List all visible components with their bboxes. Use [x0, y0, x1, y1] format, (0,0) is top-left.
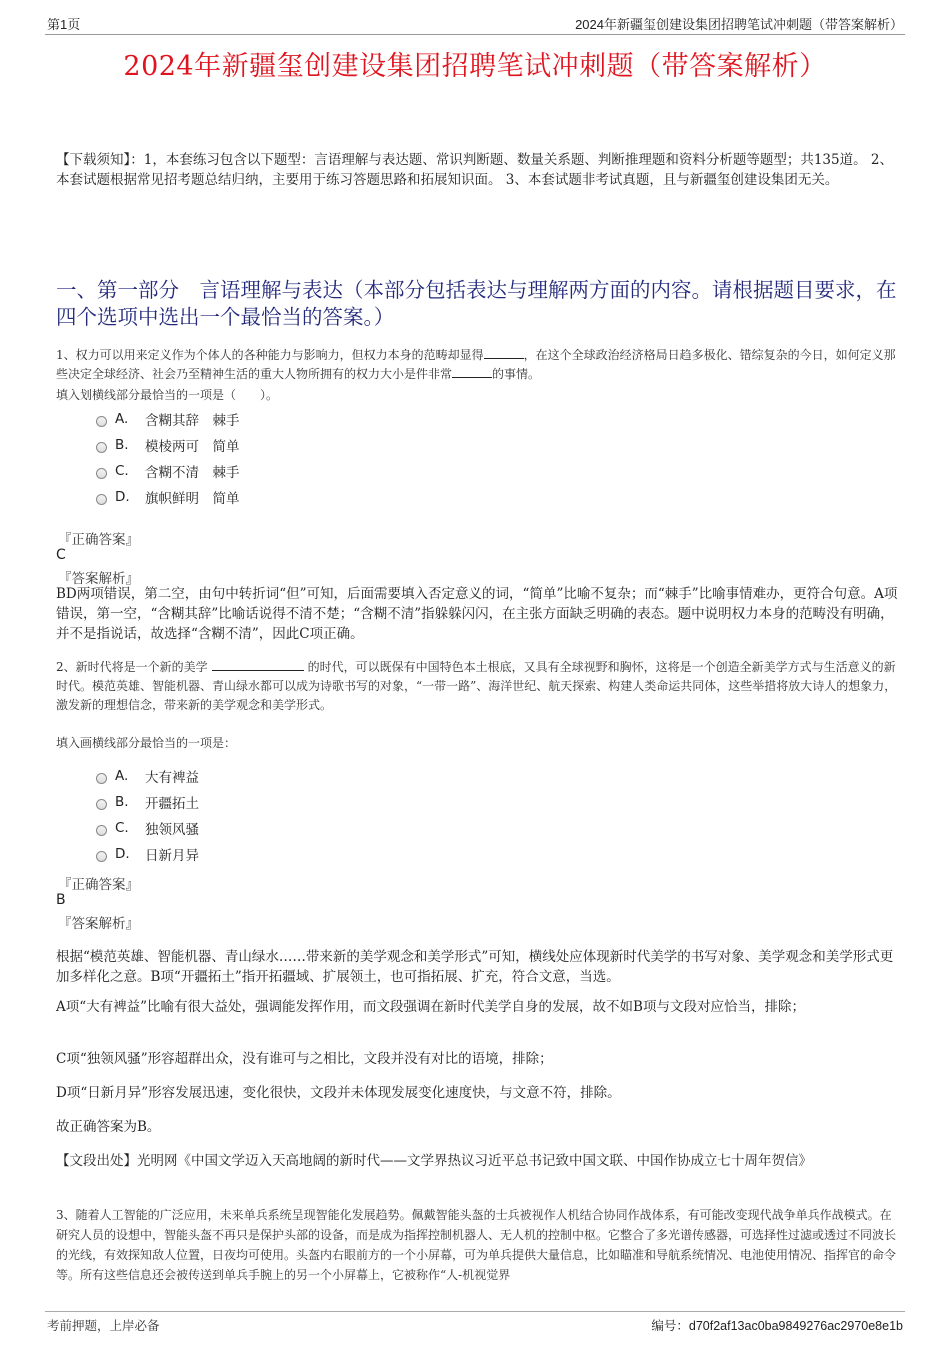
- question-2-stem: [56, 658, 900, 715]
- download-notice: 【下载须知】：1，本套练习包含以下题型：言语理解与表达题、常识判断题、数量关系题、判断推理题和资料分析题等题型；共135道。 2、本套试题根据常见招考题总结归纳，主要用于练习答题思路和拓展知识面。 3、本套试题非考试真题，且与新疆玺创建设集团无关。: [56, 152, 893, 188]
- analysis-text: A项“大有裨益”比喻有很大益处，强调能发挥作用，而文段强调在新时代美学自身的发展，故不如B项与文段对应恰当，排除；: [56, 999, 805, 1015]
- blank-line: [452, 365, 492, 378]
- footer-serial: 编号：d70f2af13ac0ba9849276ac2970e8e1b: [651, 1319, 903, 1333]
- option-text: 日新月异: [145, 848, 199, 864]
- analysis-text: BD两项错误，第二空，由句中转折词“但”可知，后面需要填入否定意义的词，“简单”比喻不复杂；而“棘手”比喻事情难办，更符合句意。A项错误，第一空，“含糊其辞”比喻话说得不清不楚；“含糊不清”指躲躲闪闪，在主张方面缺乏明确的表态。题中说明权力本身的范畴没有明确，并不是指说话，故选择“含糊不清”，因此C项正确。: [56, 586, 898, 642]
- analysis-text: D项“日新月异”形容发展迅速，变化很快，文段并未体现发展变化速度快，与文意不符，排除。: [56, 1085, 621, 1101]
- answer-label: 『正确答案』: [58, 877, 139, 893]
- question-1-stem: [56, 346, 900, 384]
- option-b[interactable]: [96, 432, 240, 458]
- option-letter: D.: [115, 489, 130, 505]
- radio-icon[interactable]: [96, 442, 107, 453]
- analysis-text: C项“独领风骚”形容超群出众，没有谁可与之相比，文段并没有对比的语境，排除；: [56, 1051, 553, 1067]
- option-letter: B.: [115, 437, 129, 453]
- analysis-label: 『答案解析』: [58, 571, 139, 587]
- radio-icon[interactable]: [96, 851, 107, 862]
- source-citation: 【文段出处】光明网《中国文学迈入天高地阔的新时代——文学界热议习近平总书记致中国文联、中国作协成立七十周年贺信》: [56, 1153, 812, 1169]
- option-d[interactable]: [96, 841, 199, 867]
- analysis-label: 『答案解析』: [58, 916, 139, 932]
- blank-line: [484, 346, 524, 359]
- option-b[interactable]: [96, 789, 199, 815]
- radio-icon[interactable]: [96, 825, 107, 836]
- radio-icon[interactable]: [96, 468, 107, 479]
- analysis-text: 根据“模范英雄、智能机器、青山绿水……带来新的美学观念和美学形式”可知，横线处应体现新时代美学的书写对象、美学观念和美学形式更加多样化之意。B项“开疆拓土”指开拓疆域、扩展领土，也可指拓展、扩充，符合文意，当选。: [56, 949, 894, 985]
- stem-text: 的时代，可以既保有中国特色本土根底，又具有全球视野和胸怀，这将是一个创造全新美学方式与生活意义的新时代。模范英雄、智能机器、青山绿水都可以成为诗歌书写的对象，“一带一路”、海洋世纪、航天探索、构建人类命运共同体，这些举措将放大诗人的想象力，激发新的理想信念，带来新的美学观念和美学形式。: [56, 660, 897, 712]
- analysis-text: 故正确答案为B。: [56, 1119, 161, 1135]
- correct-answer: B: [56, 892, 66, 908]
- option-text: 模棱两可 简单: [145, 439, 240, 455]
- blank-line: [212, 658, 304, 671]
- option-a[interactable]: [96, 406, 240, 432]
- option-letter: D.: [115, 846, 130, 862]
- stem-text: 2、新时代将是一个新的美学: [56, 660, 208, 674]
- section-title: 一、第一部分 言语理解与表达（本部分包括表达与理解两方面的内容。请根据题目要求，在四个选项中选出一个最恰当的答案。）: [56, 278, 897, 329]
- question-1-options: [96, 406, 240, 510]
- option-text: 旗帜鲜明 简单: [145, 491, 240, 507]
- option-text: 含糊不清 棘手: [145, 465, 240, 481]
- stem-text: ，在这个全球政治经济格局日趋多极化、错综复杂的今日，如何定义那些决定全球经济、社会乃至精神生活的重大人物所拥有的权力大小是件非常: [56, 348, 896, 381]
- option-text: 独领风骚: [145, 822, 199, 838]
- page-footer: [45, 1311, 905, 1333]
- radio-icon[interactable]: [96, 799, 107, 810]
- question-2-prompt: 填入画横线部分最恰当的一项是：: [56, 736, 237, 750]
- option-letter: A.: [115, 768, 129, 784]
- header-doc-title: 2024年新疆玺创建设集团招聘笔试冲刺题（带答案解析）: [575, 17, 903, 32]
- option-letter: C.: [115, 820, 129, 836]
- option-c[interactable]: [96, 815, 199, 841]
- page-number: 第1页: [47, 17, 81, 32]
- page-header: [45, 14, 905, 35]
- option-letter: C.: [115, 463, 129, 479]
- question-3-stem: 3、随着人工智能的广泛应用，未来单兵系统呈现智能化发展趋势。佩戴智能头盔的士兵被视作人机结合协同作战体系，有可能改变现代战争单兵作战模式。在研究人员的设想中，智能头盔不再只是保护头部的设备，而是成为指挥控制机器人、无人机的控制中枢。它整合了多光谱传感器，可选择性过滤或透过不同波长的光线，有效探知敌人位置，日夜均可使用。头盔内右眼前方的一个小屏幕，可为单兵提供大量信息，比如瞄准和导航系统情况、电池使用情况、指挥官的命令等。所有这些信息还会被传送到单兵手腕上的另一个小屏幕上，它被称作“人-机视觉界: [56, 1208, 897, 1282]
- option-c[interactable]: [96, 458, 240, 484]
- option-letter: A.: [115, 411, 129, 427]
- stem-text: 1、权力可以用来定义作为个体人的各种能力与影响力，但权力本身的范畴却显得: [56, 348, 484, 362]
- radio-icon[interactable]: [96, 416, 107, 427]
- radio-icon[interactable]: [96, 773, 107, 784]
- option-d[interactable]: [96, 484, 240, 510]
- option-letter: B.: [115, 794, 129, 810]
- option-text: 大有裨益: [145, 770, 199, 786]
- answer-label: 『正确答案』: [58, 532, 139, 548]
- correct-answer: C: [56, 547, 66, 563]
- radio-icon[interactable]: [96, 494, 107, 505]
- option-text: 开疆拓土: [145, 796, 199, 812]
- stem-text: 的事情。: [492, 367, 541, 381]
- option-text: 含糊其辞 棘手: [145, 413, 240, 429]
- footer-slogan: 考前押题，上岸必备: [47, 1319, 160, 1333]
- question-1-prompt: 填入划横线部分最恰当的一项是（ ）。: [56, 388, 279, 402]
- option-a[interactable]: [96, 763, 199, 789]
- question-2-options: [96, 763, 199, 867]
- document-title: 2024年新疆玺创建设集团招聘笔试冲刺题（带答案解析）: [123, 51, 827, 82]
